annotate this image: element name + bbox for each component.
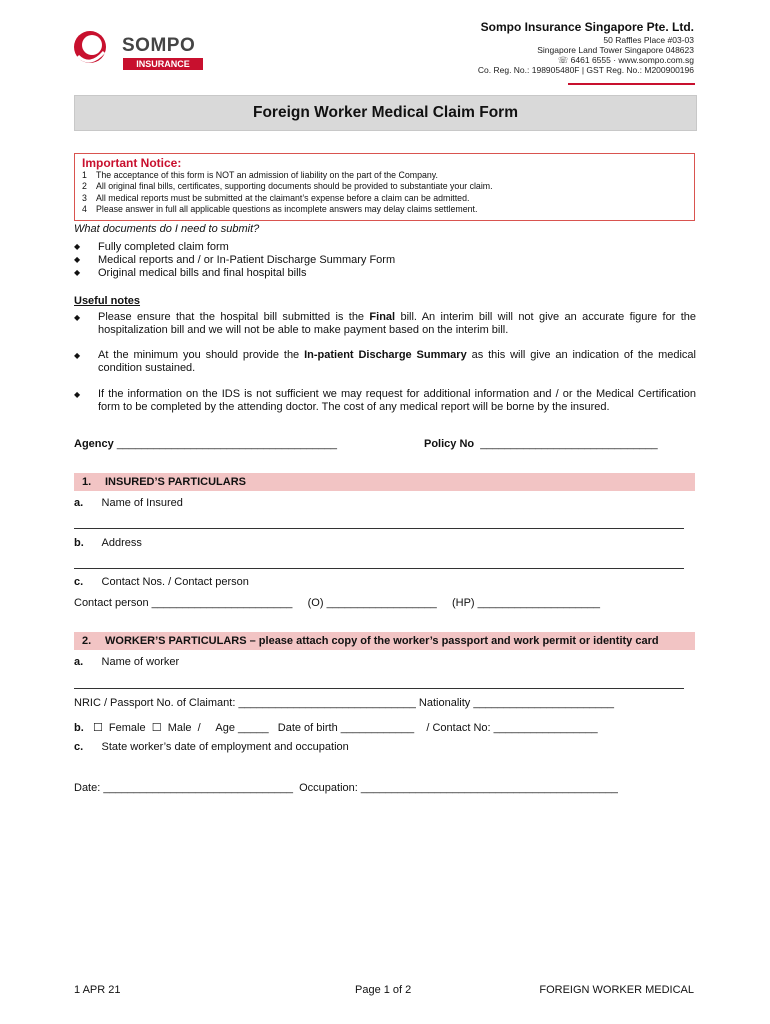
notice-item: 1 The acceptance of this form is NOT an admission of liability on the part of the Company. <box>82 170 438 180</box>
company-name: Sompo Insurance Singapore Pte. Ltd. <box>480 20 694 34</box>
diamond-bullet-icon: ◆ <box>74 351 81 360</box>
useful-note-1: ◆ Please ensure that the hospital bill submitted is the Final bill. An interim bill will not give an accurate figure for the hospitalization bill and we will not be able to make payment based on the interim bill. <box>74 311 696 336</box>
documents-question: What documents do I need to submit? <box>74 223 260 235</box>
contact-label: c. Contact Nos. / Contact person <box>74 576 249 588</box>
nric-row[interactable]: NRIC / Passport No. of Claimant: _____________________________ Nationality _______________________ <box>74 697 615 709</box>
notice-item: 2 All original final bills, certificates, supporting documents should be provided to substantiate your claim. <box>82 181 493 192</box>
notice-heading: Important Notice: <box>82 156 182 170</box>
insured-name-label: a. Name of Insured <box>74 497 183 509</box>
diamond-bullet-icon: ◆ <box>74 390 81 399</box>
logo-subtext: INSURANCE <box>123 58 203 70</box>
section-2-header: 2. WORKER’S PARTICULARS – please attach copy of the worker’s passport and work permit or identity card <box>74 632 695 650</box>
logo-text: SOMPO <box>122 35 196 56</box>
header-divider <box>568 83 695 85</box>
section-1-header: 1. INSURED’S PARTICULARS <box>74 473 695 491</box>
diamond-bullet-icon: ◆ <box>74 268 81 277</box>
gender-age-row[interactable]: b. ☐ Female ☐ Male / Age _____ Date of birth ____________ / Contact No: _________________ <box>74 722 598 734</box>
important-notice-box <box>74 153 695 221</box>
worker-name-field[interactable] <box>74 688 684 689</box>
notice-list <box>82 170 493 215</box>
document-item: ◆ Medical reports and / or In-Patient Discharge Summary Form <box>74 254 396 266</box>
notice-item: 4 Please answer in full all applicable questions as incomplete answers may delay claims settlement. <box>82 203 478 214</box>
address-line-4: Co. Reg. No.: 198905480F | GST Reg. No.: M200900196 <box>477 65 694 75</box>
footer-date: 1 APR 21 <box>74 984 121 996</box>
footer-form-name: FOREIGN WORKER MEDICAL <box>539 984 694 996</box>
address-line-3: ☏ 6461 6555 · www.sompo.com.sg <box>557 55 694 65</box>
address-label: b. Address <box>74 537 142 549</box>
diamond-bullet-icon: ◆ <box>74 313 81 322</box>
address-field[interactable] <box>74 568 684 569</box>
policy-row[interactable]: Policy No _____________________________ <box>424 438 658 450</box>
useful-note-2: ◆ At the minimum you should provide the In-patient Discharge Summary as this will give an indication of the medical condition sustained. <box>74 349 696 374</box>
sompo-logo <box>70 30 210 80</box>
document-item: ◆ Fully completed claim form <box>74 241 229 253</box>
footer-page: Page 1 of 2 <box>355 984 412 996</box>
insured-name-field[interactable] <box>74 528 684 529</box>
useful-note-3: ◆ If the information on the IDS is not sufficient we may request for additional information and / or the Medical Certification form to be completed by the attending doctor. The cost of any medical report will be borne by the insured. <box>74 388 696 413</box>
diamond-bullet-icon: ◆ <box>74 255 81 264</box>
date-occupation-row[interactable]: Date: _______________________________ Occupation: __________________________________________ <box>74 782 618 794</box>
useful-notes-heading: Useful notes <box>74 295 141 307</box>
employment-label: c. State worker’s date of employment and occupation <box>74 741 349 753</box>
diamond-bullet-icon: ◆ <box>74 242 81 251</box>
contact-person-row[interactable]: Contact person _______________________ (O) __________________ (HP) ____________________ <box>74 597 600 609</box>
form-title: Foreign Worker Medical Claim Form <box>74 95 697 131</box>
agency-row[interactable]: Agency ____________________________________ <box>74 438 338 450</box>
address-line-1: 50 Raffles Place #03-03 <box>603 35 694 45</box>
notice-item: 3 All medical reports must be submitted at the claimant’s expense before a claim can be admitted. <box>82 192 470 203</box>
document-item: ◆ Original medical bills and final hospital bills <box>74 267 307 279</box>
address-line-2: Singapore Land Tower Singapore 048623 <box>537 45 694 55</box>
worker-name-label: a. Name of worker <box>74 656 180 668</box>
